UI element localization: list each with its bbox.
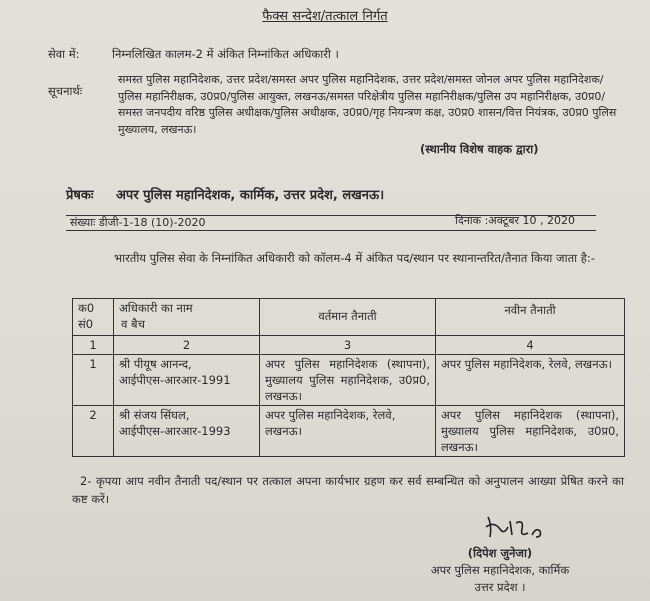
signatory-name: (दिपेश जुनेजा) [467, 546, 533, 560]
carrier-note: (स्थानीय विशेष वाहक द्वारा) [420, 142, 539, 156]
col-number: 3 [260, 336, 436, 355]
info-label: सूचनार्थः [48, 84, 83, 98]
document-title: फैक्स सन्देश/तत्काल निर्गत [262, 9, 388, 24]
reference-date: दिनांक :अक्टूबर 10 , 2020 [455, 214, 575, 227]
table-header-row [73, 299, 625, 336]
info-text: समस्त पुलिस महानिदेशक, उत्तर प्रदेश/समस्त अपर पुलिस महानिदेशक, उत्तर प्रदेश/समस्त जोनल अपर पुलिस महानिदेशक/पुलिस महानिरीक्षक, उ0प्र0/पुलिस आयुक्त, लखनऊ/समस्त परिक्षेत्रीय पुलिस महानिरीक्षक/पुलिस उप महानिरीक्षक, उ0प्र0/समस्त जनपदीय वरिष्ठ पुलिस अधीक्षक/पुलिस अधीक्षक, उ0प्र0/गृह नियन्त्रण कक्ष, उ0प्र0 शासन/वित्त नियंत्रक, उ0प्र0 पुलिस मुख्यालय, लखनऊ। [118, 73, 617, 136]
col-number: 2 [114, 336, 260, 355]
transfer-table [72, 298, 625, 457]
reference-number: संख्याः डीजी-1-18 (10)-2020 [70, 216, 206, 229]
sender-label: प्रेषकः [66, 188, 94, 203]
table-column-number-row [73, 336, 625, 355]
signature-mark [480, 513, 550, 543]
table-row [73, 406, 625, 457]
row-officer: श्री पीयूष आनन्द, आईपीएस-आरआर-1991 [114, 355, 260, 406]
header-current-posting: वर्तमान तैनाती [260, 299, 436, 336]
table-row [73, 355, 625, 406]
header-new-posting: नवीन तैनाती [436, 299, 625, 336]
to-text: निम्नलिखित कालम-2 में अंकित निम्नांकित अधिकारी । [112, 47, 339, 61]
row-current-posting: अपर पुलिस महानिदेशक (स्थापना), मुख्यालय पुलिस महानिदेशक, उ0प्र0, लखनऊ। [260, 355, 436, 406]
header-officer: अधिकारी का नाम व बैच [114, 299, 260, 336]
signatory-state: उत्तर प्रदेश । [474, 580, 526, 594]
instruction-paragraph: 2- कृपया आप नवीन तैनाती पद/स्थान पर तत्काल अपना कार्यभार ग्रहण कर सर्व सम्बन्धित को अनुपालन आख्या प्रेषित करने का कष्ट करें। [72, 474, 624, 506]
row-current-posting: अपर पुलिस महानिदेशक, रेलवे, लखनऊ। [260, 406, 436, 457]
row-serial: 2 [73, 406, 114, 457]
signature-block [400, 545, 600, 596]
col-number: 4 [436, 336, 625, 355]
row-new-posting: अपर पुलिस महानिदेशक, रेलवे, लखनऊ। [436, 355, 625, 406]
sender-text: अपर पुलिस महानिदेशक, कार्मिक, उत्तर प्रदेश, लखनऊ। [116, 188, 385, 203]
signatory-designation: अपर पुलिस महानिदेशक, कार्मिक [430, 563, 570, 577]
row-officer: श्री संजय सिंघल, आईपीएस-आरआर-1993 [114, 406, 260, 457]
to-label: सेवा में: [48, 47, 80, 61]
row-new-posting: अपर पुलिस महानिदेशक (स्थापना), मुख्यालय पुलिस महानिदेशक, उ0प्र0, लखनऊ। [436, 406, 625, 457]
row-serial: 1 [73, 355, 114, 406]
body-paragraph: भारतीय पुलिस सेवा के निम्नांकित अधिकारी को कॉलम-4 में अंकित पद/स्थान पर स्थानान्तरित/तैनात किया जाता है:- [114, 251, 595, 265]
header-serial: क0 सं0 [73, 299, 114, 336]
col-number: 1 [73, 336, 114, 355]
